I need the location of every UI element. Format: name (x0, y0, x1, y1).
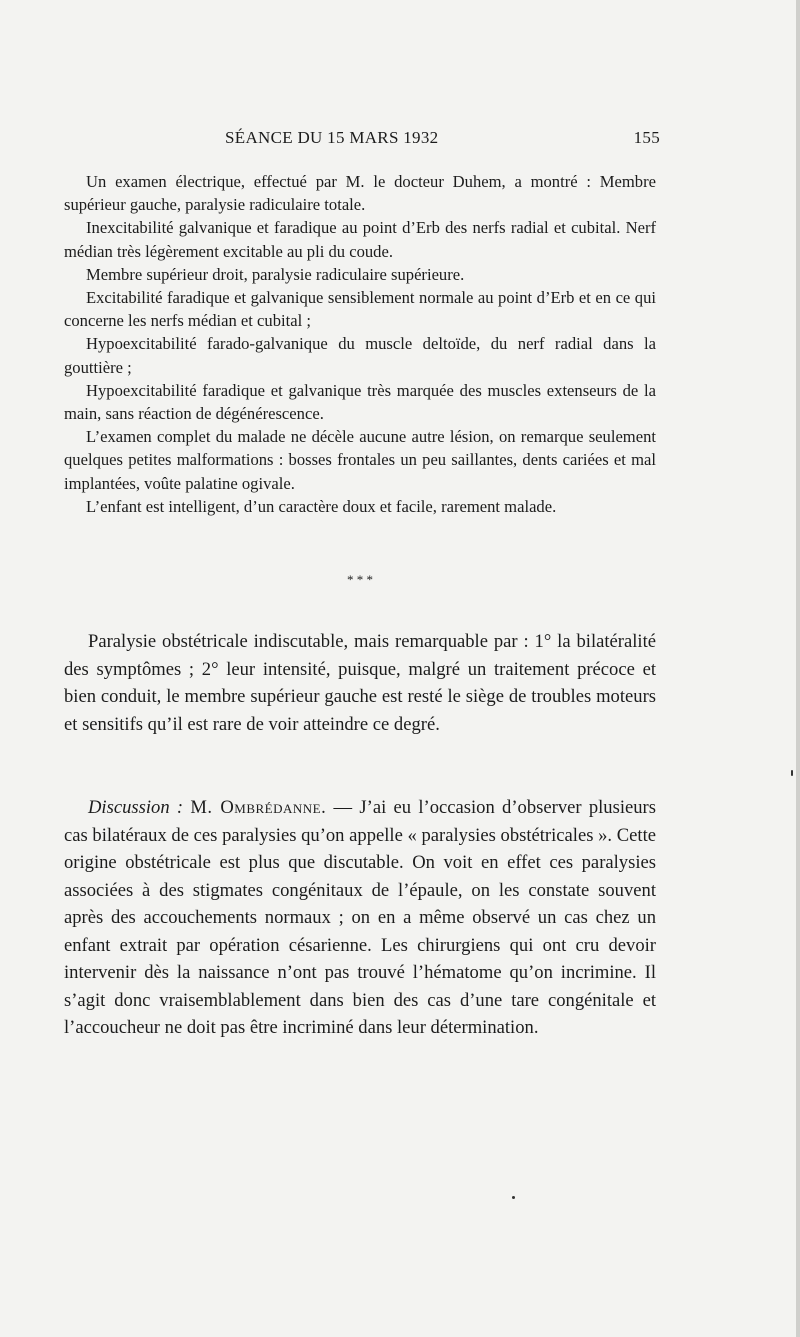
scan-speck (512, 1196, 515, 1199)
report-paragraph: Inexcitabilité galvanique et faradique au point d’Erb des nerfs radial et cubital. Nerf médian très légèrement excitable au pli du coude. (64, 218, 656, 261)
report-paragraph: L’examen complet du malade ne décèle aucune autre lésion, on remarque seulement quelques petites malformations : bosses frontales un peu saillantes, dents cariées et mal implantées, voûte palatine ogivale. (64, 427, 656, 493)
conclusion-block (64, 628, 656, 738)
discussion-text: — J’ai eu l’occasion d’observer plusieurs cas bilatéraux de ces paralysies qu’on appelle « paralysies obstétricales ». Cette origine obstétricale est plus que discutable. On voit en effet ces paralysies associées à des stigmates congénitaux de l’épaule, on les constate souvent après des accouchements normaux ; on en a même observé un cas chez un enfant extrait par opération césarienne. Les chirurgiens qui ont cru devoir intervenir dès la naissance n’ont pas trouvé l’hématome qu’on incrimine. Il s’agit donc vraisemblablement dans bien des cas d’une tare congénitale et l’accoucheur ne doit pas être incriminé dans leur détermination. (64, 797, 656, 1038)
discussion-block (64, 794, 656, 1042)
report-paragraph: Hypoexcitabilité faradique et galvanique très marquée des muscles extenseurs de la main, sans réaction de dégénérescence. (64, 380, 656, 424)
report-paragraph: Hypoexcitabilité farado-galvanique du muscle deltoïde, du nerf radial dans la gouttière ; (64, 334, 656, 377)
discussion-speaker: M. Ombrédanne. (190, 797, 327, 818)
discussion-label: Discussion : (88, 797, 184, 818)
report-paragraph: Un examen électrique, effectué par M. le docteur Duhem, a montré : Membre supérieur gauche, paralysie radiculaire totale. (64, 172, 656, 215)
conclusion-paragraph: Paralysie obstétricale indiscutable, mais remarquable par : 1° la bilatéralité des symptômes ; 2° leur intensité, puisque, malgré un traitement précoce et bien conduit, le membre supérieur gauche est resté le siège de troubles moteurs et sensitifs qu’il est rare de voir atteindre ce degré. (64, 631, 656, 735)
page-number: 155 (633, 128, 660, 147)
page-edge (796, 0, 800, 1337)
section-separator: * * * (347, 572, 373, 587)
report-paragraph: L’enfant est intelligent, d’un caractère doux et facile, rarement malade. (86, 496, 557, 516)
clinical-report (64, 170, 656, 518)
report-paragraph: Excitabilité faradique et galvanique sensiblement normale au point d’Erb et en ce qui concerne les nerfs médian et cubital ; (64, 288, 656, 331)
discussion-paragraph (64, 794, 656, 1042)
report-paragraph: Membre supérieur droit, paralysie radiculaire supérieure. (86, 264, 465, 284)
running-head: SÉANCE DU 15 MARS 1932 (225, 128, 439, 147)
scan-speck (791, 770, 793, 776)
